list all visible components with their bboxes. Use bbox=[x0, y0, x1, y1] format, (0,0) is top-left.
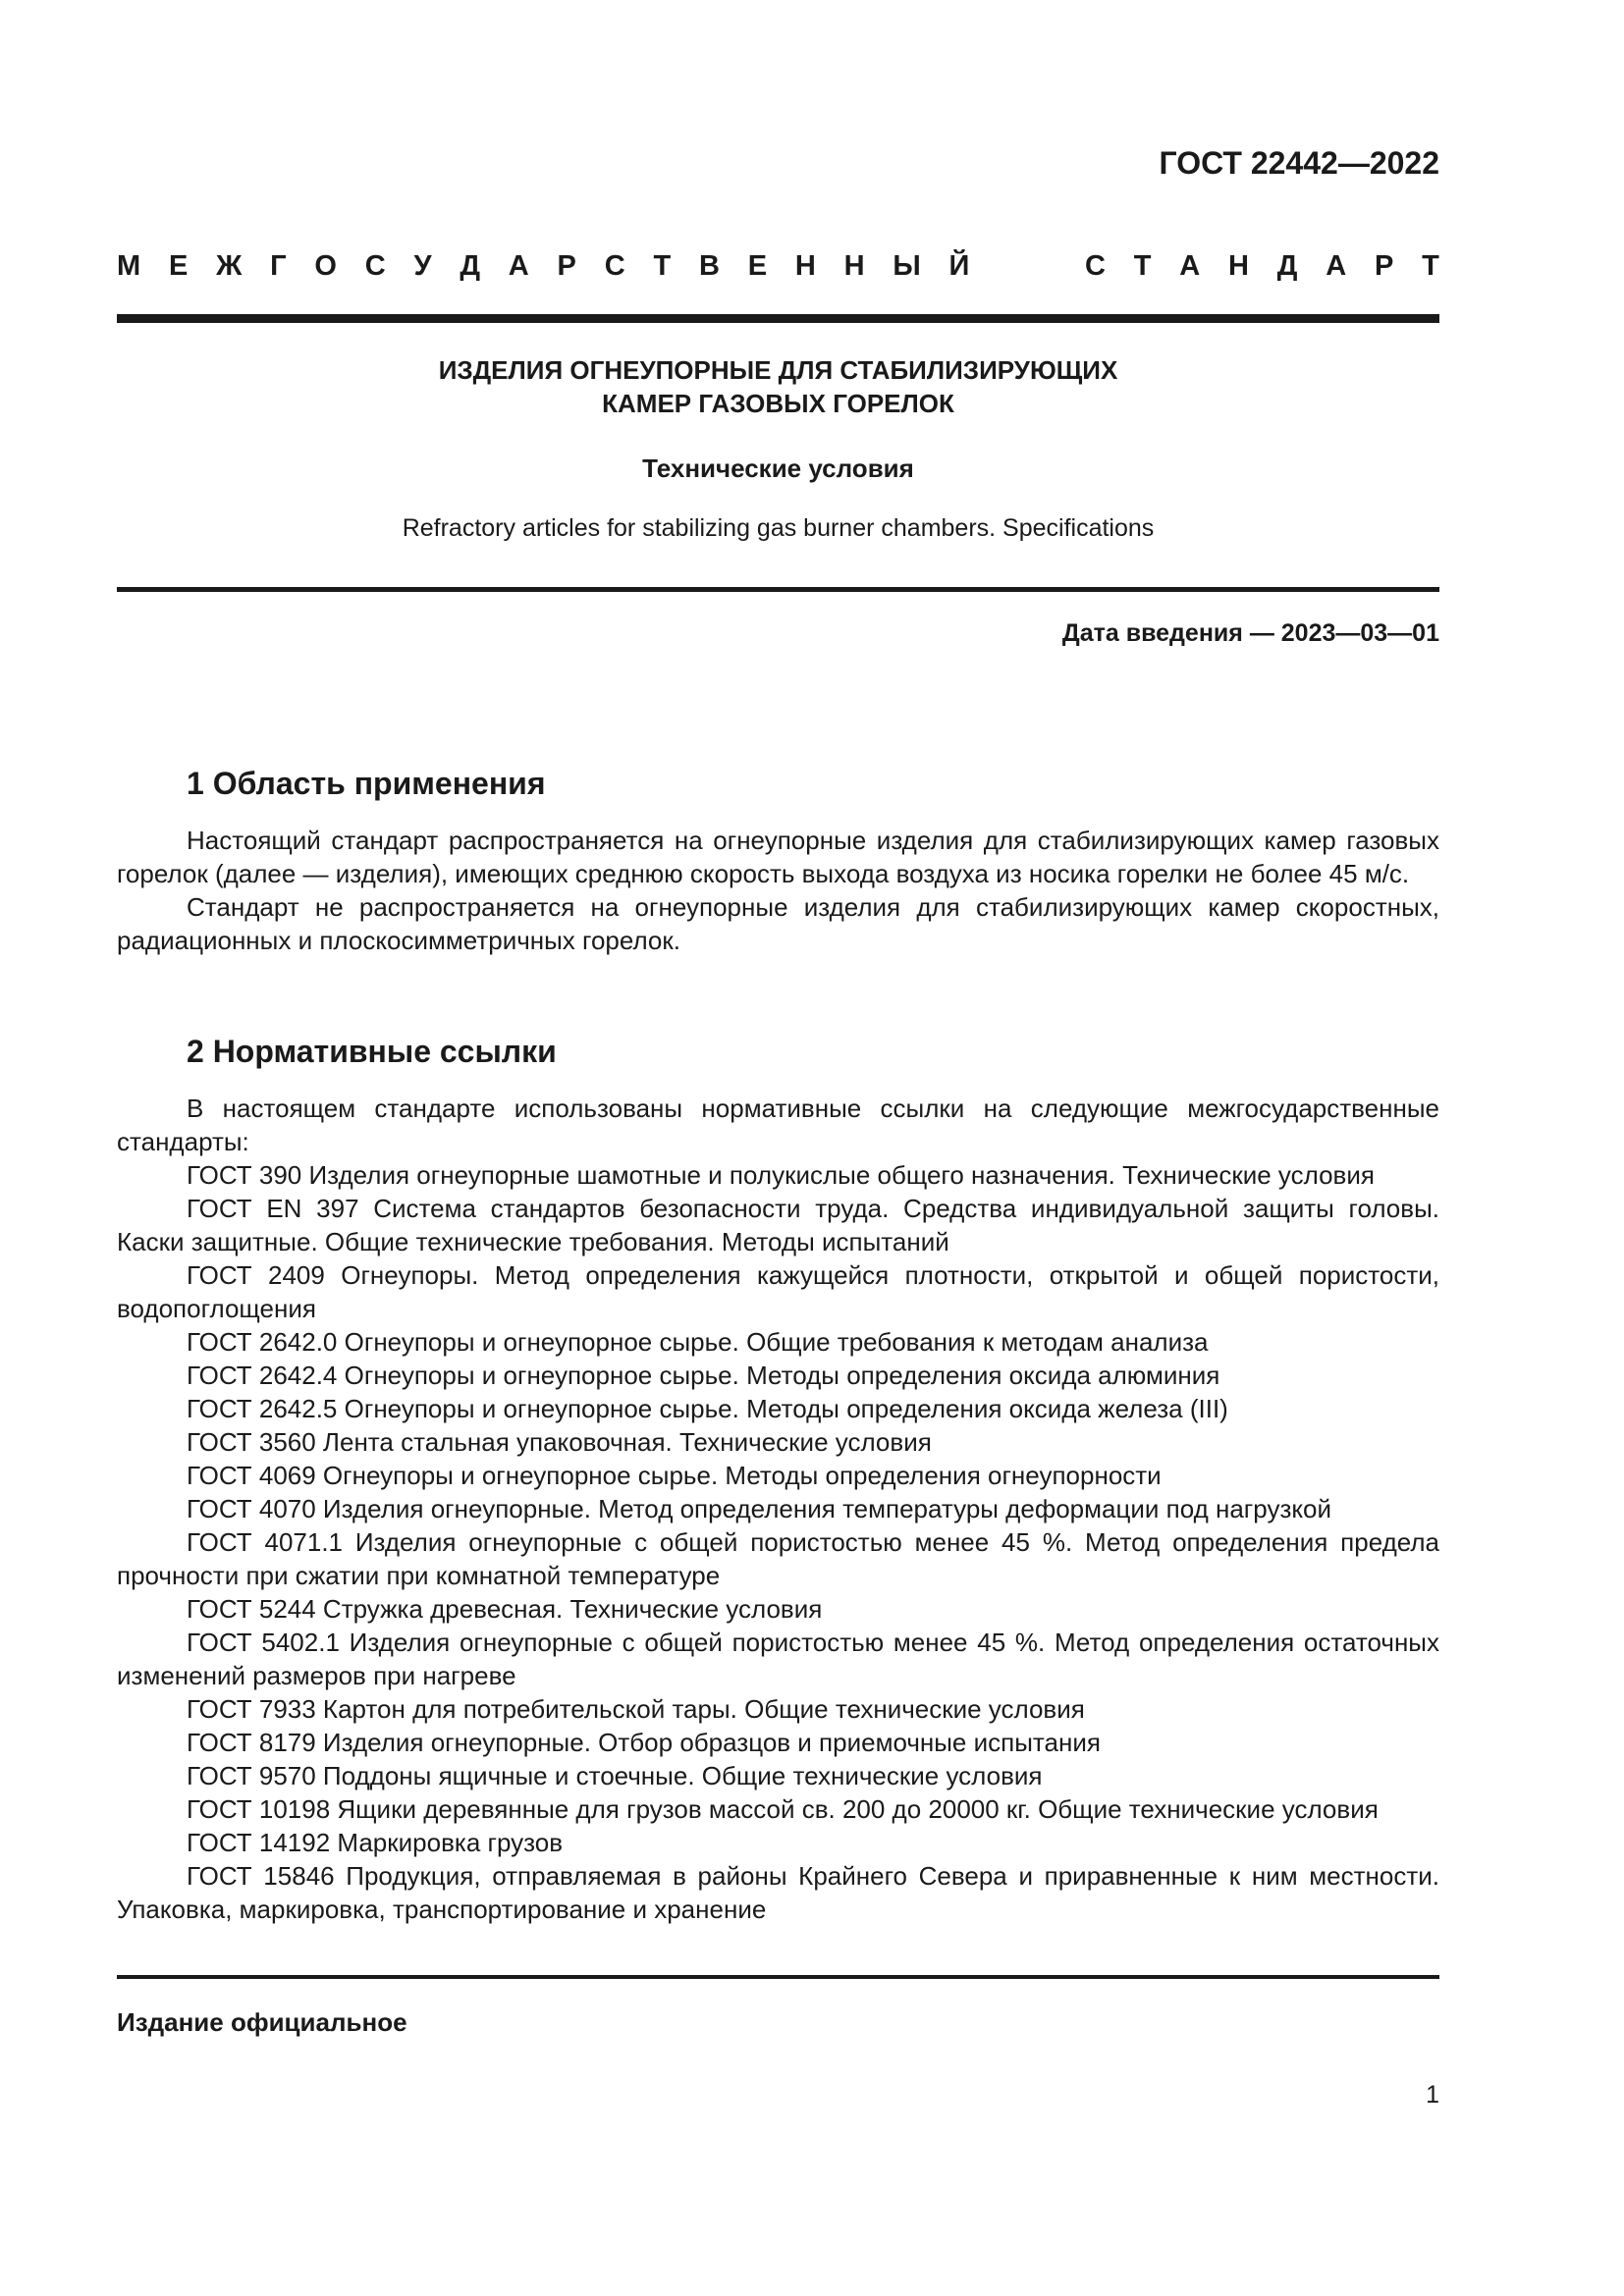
banner-letter: Й bbox=[948, 250, 970, 282]
banner-letter: Г bbox=[270, 250, 287, 282]
paragraph: Настоящий стандарт распространяется на огнеупорные изделия для стабилизирующих камер газовых горелок (далее — изделия), имеющих среднюю скорость выхода воздуха из носика горелки не более 45 м/с. bbox=[117, 826, 1439, 888]
banner-letter: Е bbox=[747, 250, 768, 282]
list-item: ГОСТ 14192 Маркировка грузов bbox=[187, 1828, 564, 1857]
list-item: ГОСТ 5244 Стружка древесная. Технические условия bbox=[187, 1594, 823, 1624]
title-line: КАМЕР ГАЗОВЫХ ГОРЕЛОК bbox=[602, 389, 954, 418]
banner-letter: Р bbox=[1374, 250, 1394, 282]
list-item: ГОСТ 2642.0 Огнеупоры и огнеупорное сырье. Общие требования к методам анализа bbox=[187, 1327, 1209, 1357]
standard-number: ГОСТ 22442—2022 bbox=[1159, 145, 1439, 181]
banner-letter: Н bbox=[843, 250, 865, 282]
list-item: ГОСТ 15846 Продукция, отправляемая в районы Крайнего Севера и приравненные к ним местности. Упаковка, маркировка, транспортирование и хранение bbox=[117, 1861, 1439, 1924]
banner-letter: В bbox=[698, 250, 720, 282]
document-subtitle: Технические условия bbox=[642, 454, 914, 483]
english-title: Refractory articles for stabilizing gas burner chambers. Specifications bbox=[402, 514, 1155, 542]
list-item: ГОСТ 5402.1 Изделия огнеупорные с общей пористостью менее 45 %. Метод определения остаточных изменений размеров при нагреве bbox=[117, 1628, 1439, 1690]
paragraph: Стандарт не распространяется на огнеупорные изделия для стабилизирующих камер скоростных, радиационных и плоскосимметричных горелок. bbox=[117, 892, 1439, 955]
list-item: ГОСТ 2642.5 Огнеупоры и огнеупорное сырье. Методы определения оксида железа (III) bbox=[187, 1394, 1228, 1423]
banner-letter: Ж bbox=[216, 250, 243, 282]
banner-letter: У bbox=[413, 250, 432, 282]
header-rule bbox=[117, 314, 1439, 323]
banner-letter: Е bbox=[168, 250, 189, 282]
list-item: ГОСТ 7933 Картон для потребительской тары. Общие технические условия bbox=[187, 1694, 1085, 1724]
page-number: 1 bbox=[1426, 2081, 1439, 2109]
list-item: ГОСТ EN 397 Система стандартов безопасности труда. Средства индивидуальной защиты головы. Каски защитные. Общие технические требования. Методы испытаний bbox=[117, 1194, 1439, 1256]
list-item: ГОСТ 390 Изделия огнеупорные шамотные и полукислые общего назначения. Технические условия bbox=[187, 1160, 1375, 1190]
section-heading: 2 Нормативные ссылки bbox=[187, 1034, 557, 1069]
banner-word-gap bbox=[998, 250, 1056, 283]
banner-letter: Т bbox=[1133, 250, 1152, 282]
list-item: ГОСТ 4071.1 Изделия огнеупорные с общей пористостью менее 45 %. Метод определения предела прочности при сжатии при комнатной температуре bbox=[117, 1527, 1439, 1590]
list-item: ГОСТ 2642.4 Огнеупоры и огнеупорное сырье. Методы определения оксида алюминия bbox=[187, 1361, 1220, 1390]
banner-letter: С bbox=[604, 250, 625, 282]
banner-letter: С bbox=[364, 250, 386, 282]
banner-letter: Р bbox=[557, 250, 576, 282]
section-scope bbox=[117, 766, 1439, 957]
title-line: ИЗДЕЛИЯ ОГНЕУПОРНЫЕ ДЛЯ СТАБИЛИЗИРУЮЩИХ bbox=[438, 355, 1118, 385]
banner-letter: Н bbox=[794, 250, 816, 282]
banner-letter: Ы bbox=[893, 250, 921, 282]
interstate-standard-banner bbox=[117, 250, 1439, 283]
list-item: ГОСТ 8179 Изделия огнеупорные. Отбор образцов и приемочные испытания bbox=[187, 1728, 1101, 1757]
reference-list bbox=[117, 1158, 1439, 1926]
banner-letter: С bbox=[1084, 250, 1106, 282]
banner-letter: Д bbox=[460, 250, 480, 282]
banner-letter: А bbox=[508, 250, 529, 282]
list-item: ГОСТ 4069 Огнеупоры и огнеупорное сырье. Методы определения огнеупорности bbox=[187, 1461, 1162, 1490]
banner-letter: А bbox=[1326, 250, 1347, 282]
section-normative-references bbox=[117, 1034, 1439, 1926]
banner-letter: Т bbox=[1422, 250, 1439, 282]
banner-letter: О bbox=[314, 250, 337, 282]
banner-letter: М bbox=[117, 250, 141, 282]
official-edition-label: Издание официальное bbox=[117, 2007, 407, 2037]
list-item: ГОСТ 3560 Лента стальная упаковочная. Технические условия bbox=[187, 1427, 932, 1457]
banner-letter: Т bbox=[653, 250, 672, 282]
list-item: ГОСТ 4070 Изделия огнеупорные. Метод определения температуры деформации под нагрузкой bbox=[187, 1494, 1332, 1523]
footer-rule bbox=[117, 1975, 1439, 1979]
banner-letter: Д bbox=[1276, 250, 1298, 282]
section-heading: 1 Область применения bbox=[187, 766, 546, 801]
banner-letter: Н bbox=[1228, 250, 1249, 282]
date-introduced: Дата введения — 2023—03—01 bbox=[1061, 619, 1439, 647]
title-rule bbox=[117, 587, 1439, 592]
list-item: ГОСТ 2409 Огнеупоры. Метод определения кажущейся плотности, открытой и общей пористости, водопоглощения bbox=[117, 1260, 1439, 1323]
document-title bbox=[117, 353, 1439, 420]
banner-letter: А bbox=[1179, 250, 1201, 282]
list-item: ГОСТ 9570 Поддоны ящичные и стоечные. Общие технические условия bbox=[187, 1761, 1043, 1790]
list-item: ГОСТ 10198 Ящики деревянные для грузов массой св. 200 до 20000 кг. Общие технические условия bbox=[187, 1794, 1379, 1824]
paragraph: В настоящем стандарте использованы нормативные ссылки на следующие межгосударственные стандарты: bbox=[117, 1094, 1439, 1156]
